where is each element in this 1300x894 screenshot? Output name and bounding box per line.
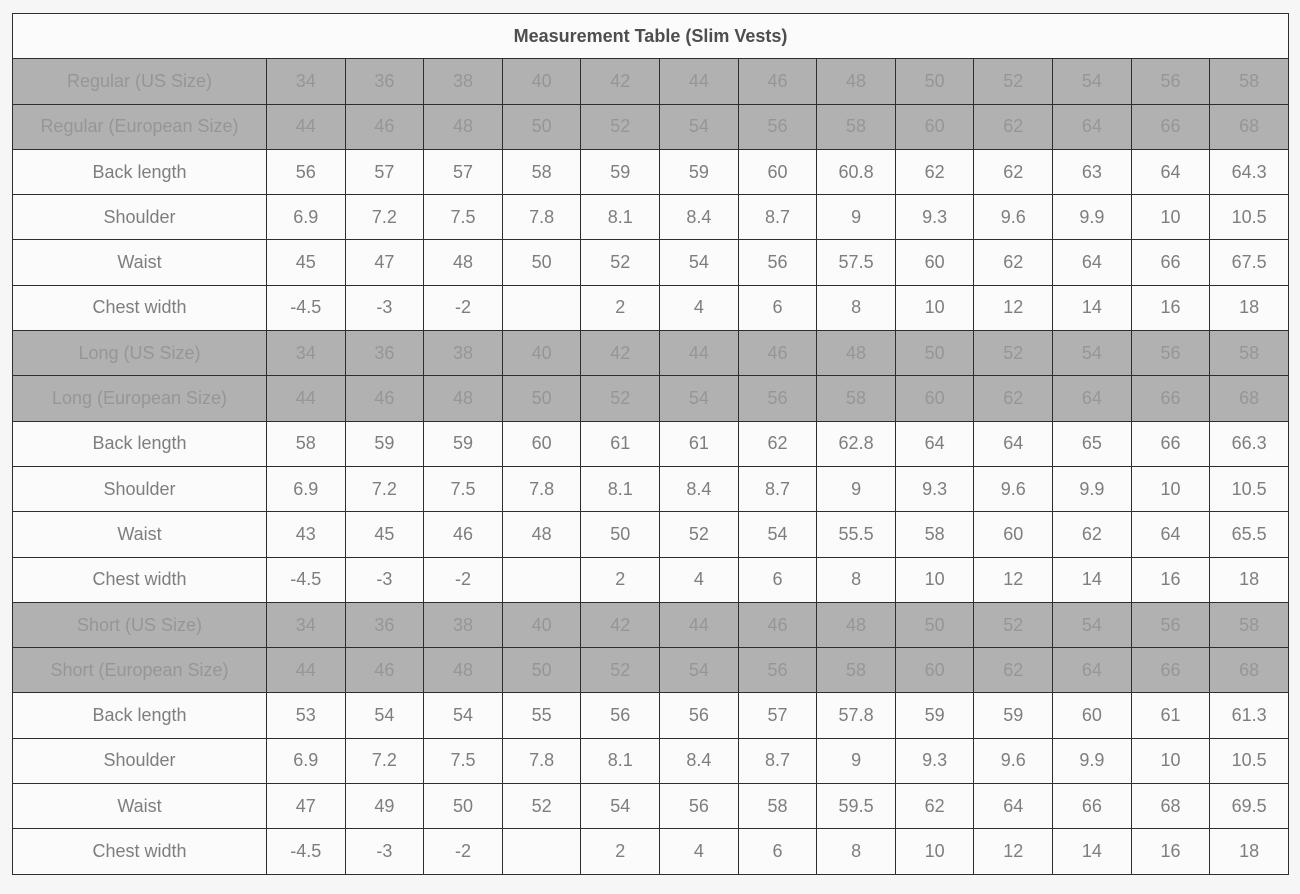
- cell-value: 54: [1053, 331, 1132, 376]
- table-row: [13, 195, 1289, 240]
- cell-value: 16: [1131, 285, 1210, 330]
- table-row: [13, 784, 1289, 829]
- cell-value: 65: [1053, 421, 1132, 466]
- cell-value: 42: [581, 602, 660, 647]
- cell-value: 6: [738, 557, 817, 602]
- cell-value: 66: [1131, 376, 1210, 421]
- table-row: [13, 466, 1289, 511]
- cell-value: 8.4: [660, 195, 739, 240]
- cell-value: 9.9: [1053, 466, 1132, 511]
- cell-value: 2: [581, 557, 660, 602]
- cell-value: 59.5: [817, 784, 896, 829]
- cell-value: 52: [581, 376, 660, 421]
- cell-value: 9.6: [974, 466, 1053, 511]
- cell-value: 48: [424, 240, 503, 285]
- cell-value: 7.2: [345, 466, 424, 511]
- cell-value: 61: [581, 421, 660, 466]
- cell-value: 56: [738, 104, 817, 149]
- cell-value: 10.5: [1210, 195, 1289, 240]
- cell-value: 4: [660, 829, 739, 874]
- cell-value: 62.8: [817, 421, 896, 466]
- cell-value: 64: [1053, 240, 1132, 285]
- cell-value: 7.8: [502, 195, 581, 240]
- row-label: Shoulder: [13, 738, 267, 783]
- cell-value: 40: [502, 331, 581, 376]
- cell-value: 8.4: [660, 466, 739, 511]
- cell-value: 48: [502, 512, 581, 557]
- cell-value: 56: [1131, 602, 1210, 647]
- cell-value: 43: [267, 512, 346, 557]
- cell-value: [502, 557, 581, 602]
- cell-value: 61: [660, 421, 739, 466]
- cell-value: 12: [974, 285, 1053, 330]
- row-label: Regular (European Size): [13, 104, 267, 149]
- cell-value: 8: [817, 285, 896, 330]
- cell-value: 60: [895, 240, 974, 285]
- cell-value: 50: [895, 331, 974, 376]
- cell-value: 45: [267, 240, 346, 285]
- cell-value: 46: [738, 602, 817, 647]
- cell-value: 61.3: [1210, 693, 1289, 738]
- cell-value: 58: [738, 784, 817, 829]
- cell-value: 9: [817, 466, 896, 511]
- cell-value: 10: [1131, 466, 1210, 511]
- row-label: Long (European Size): [13, 376, 267, 421]
- cell-value: 50: [502, 240, 581, 285]
- row-label: Waist: [13, 512, 267, 557]
- cell-value: 38: [424, 602, 503, 647]
- cell-value: 46: [345, 104, 424, 149]
- cell-value: 60: [895, 376, 974, 421]
- row-label: Back length: [13, 421, 267, 466]
- cell-value: 56: [738, 648, 817, 693]
- cell-value: 8: [817, 829, 896, 874]
- cell-value: 52: [581, 240, 660, 285]
- cell-value: 58: [1210, 602, 1289, 647]
- cell-value: 18: [1210, 285, 1289, 330]
- cell-value: 34: [267, 331, 346, 376]
- cell-value: 36: [345, 59, 424, 104]
- cell-value: 62: [974, 648, 1053, 693]
- cell-value: 68: [1210, 376, 1289, 421]
- cell-value: 64: [974, 784, 1053, 829]
- cell-value: 58: [267, 421, 346, 466]
- cell-value: 57: [738, 693, 817, 738]
- cell-value: 50: [581, 512, 660, 557]
- table-title: Measurement Table (Slim Vests): [13, 14, 1289, 59]
- cell-value: 55: [502, 693, 581, 738]
- row-label: Back length: [13, 149, 267, 194]
- row-label: Shoulder: [13, 466, 267, 511]
- cell-value: 14: [1053, 829, 1132, 874]
- table-row: [13, 829, 1289, 874]
- cell-value: 59: [345, 421, 424, 466]
- cell-value: 16: [1131, 557, 1210, 602]
- table-row: [13, 512, 1289, 557]
- cell-value: 44: [660, 602, 739, 647]
- cell-value: 52: [660, 512, 739, 557]
- cell-value: 9: [817, 195, 896, 240]
- cell-value: 59: [660, 149, 739, 194]
- cell-value: 55.5: [817, 512, 896, 557]
- cell-value: 7.8: [502, 738, 581, 783]
- cell-value: 46: [345, 648, 424, 693]
- cell-value: 52: [974, 602, 1053, 647]
- cell-value: 50: [895, 602, 974, 647]
- cell-value: 54: [660, 104, 739, 149]
- cell-value: 58: [817, 648, 896, 693]
- cell-value: 62: [1053, 512, 1132, 557]
- cell-value: 62: [895, 784, 974, 829]
- cell-value: 60: [895, 104, 974, 149]
- cell-value: [502, 829, 581, 874]
- cell-value: 10: [895, 285, 974, 330]
- cell-value: 59: [895, 693, 974, 738]
- cell-value: 48: [817, 331, 896, 376]
- cell-value: 62: [738, 421, 817, 466]
- row-label: Regular (US Size): [13, 59, 267, 104]
- cell-value: 7.5: [424, 195, 503, 240]
- cell-value: -2: [424, 829, 503, 874]
- cell-value: 44: [267, 648, 346, 693]
- cell-value: 34: [267, 602, 346, 647]
- size-header-row: [13, 376, 1289, 421]
- row-label: Chest width: [13, 285, 267, 330]
- cell-value: -4.5: [267, 829, 346, 874]
- cell-value: 10: [1131, 195, 1210, 240]
- cell-value: 8.1: [581, 738, 660, 783]
- row-label: Chest width: [13, 557, 267, 602]
- cell-value: 58: [502, 149, 581, 194]
- cell-value: 6: [738, 829, 817, 874]
- cell-value: 4: [660, 557, 739, 602]
- cell-value: 56: [1131, 331, 1210, 376]
- cell-value: 48: [424, 376, 503, 421]
- cell-value: 62: [895, 149, 974, 194]
- cell-value: 54: [660, 240, 739, 285]
- cell-value: 36: [345, 602, 424, 647]
- cell-value: 14: [1053, 557, 1132, 602]
- cell-value: 54: [1053, 602, 1132, 647]
- cell-value: 18: [1210, 557, 1289, 602]
- row-label: Short (US Size): [13, 602, 267, 647]
- cell-value: 7.8: [502, 466, 581, 511]
- table-row: [13, 149, 1289, 194]
- cell-value: 58: [895, 512, 974, 557]
- cell-value: 6.9: [267, 738, 346, 783]
- cell-value: 61: [1131, 693, 1210, 738]
- cell-value: 62: [974, 104, 1053, 149]
- cell-value: 48: [424, 104, 503, 149]
- row-label: Long (US Size): [13, 331, 267, 376]
- cell-value: 8: [817, 557, 896, 602]
- cell-value: 16: [1131, 829, 1210, 874]
- cell-value: 59: [974, 693, 1053, 738]
- cell-value: 48: [424, 648, 503, 693]
- cell-value: 18: [1210, 829, 1289, 874]
- cell-value: 66: [1131, 648, 1210, 693]
- cell-value: 57: [345, 149, 424, 194]
- cell-value: 2: [581, 285, 660, 330]
- cell-value: 4: [660, 285, 739, 330]
- cell-value: 56: [1131, 59, 1210, 104]
- cell-value: 52: [581, 104, 660, 149]
- measurement-table-body: [13, 14, 1289, 875]
- cell-value: 12: [974, 829, 1053, 874]
- table-row: [13, 557, 1289, 602]
- cell-value: 54: [345, 693, 424, 738]
- cell-value: 68: [1131, 784, 1210, 829]
- cell-value: 69.5: [1210, 784, 1289, 829]
- cell-value: 57.8: [817, 693, 896, 738]
- size-header-row: [13, 331, 1289, 376]
- cell-value: 64: [1053, 648, 1132, 693]
- cell-value: 8.1: [581, 195, 660, 240]
- cell-value: 60: [738, 149, 817, 194]
- cell-value: 53: [267, 693, 346, 738]
- cell-value: 68: [1210, 648, 1289, 693]
- cell-value: 62: [974, 149, 1053, 194]
- cell-value: 56: [738, 376, 817, 421]
- row-label: Waist: [13, 240, 267, 285]
- cell-value: 57: [424, 149, 503, 194]
- cell-value: 8.7: [738, 738, 817, 783]
- cell-value: 65.5: [1210, 512, 1289, 557]
- cell-value: 66: [1053, 784, 1132, 829]
- cell-value: 9.3: [895, 195, 974, 240]
- cell-value: 58: [817, 376, 896, 421]
- cell-value: -2: [424, 557, 503, 602]
- cell-value: 54: [738, 512, 817, 557]
- cell-value: 42: [581, 59, 660, 104]
- cell-value: 50: [424, 784, 503, 829]
- cell-value: 60.8: [817, 149, 896, 194]
- cell-value: 54: [660, 648, 739, 693]
- cell-value: 8.7: [738, 466, 817, 511]
- cell-value: 46: [424, 512, 503, 557]
- cell-value: 64: [1131, 149, 1210, 194]
- cell-value: 66: [1131, 104, 1210, 149]
- cell-value: 14: [1053, 285, 1132, 330]
- size-header-row: [13, 648, 1289, 693]
- size-header-row: [13, 59, 1289, 104]
- cell-value: 47: [267, 784, 346, 829]
- cell-value: 9.9: [1053, 738, 1132, 783]
- cell-value: 52: [974, 59, 1053, 104]
- cell-value: 63: [1053, 149, 1132, 194]
- cell-value: -3: [345, 285, 424, 330]
- cell-value: 38: [424, 331, 503, 376]
- cell-value: 48: [817, 59, 896, 104]
- cell-value: 64: [895, 421, 974, 466]
- cell-value: 57.5: [817, 240, 896, 285]
- cell-value: 68: [1210, 104, 1289, 149]
- cell-value: -3: [345, 829, 424, 874]
- cell-value: 12: [974, 557, 1053, 602]
- cell-value: 9.6: [974, 738, 1053, 783]
- cell-value: 62: [974, 376, 1053, 421]
- cell-value: 56: [738, 240, 817, 285]
- cell-value: 7.2: [345, 738, 424, 783]
- cell-value: -3: [345, 557, 424, 602]
- cell-value: 59: [424, 421, 503, 466]
- size-header-row: [13, 602, 1289, 647]
- cell-value: 66: [1131, 421, 1210, 466]
- cell-value: 34: [267, 59, 346, 104]
- cell-value: 8.7: [738, 195, 817, 240]
- table-row: [13, 738, 1289, 783]
- cell-value: -2: [424, 285, 503, 330]
- cell-value: 64: [974, 421, 1053, 466]
- cell-value: 45: [345, 512, 424, 557]
- cell-value: 54: [660, 376, 739, 421]
- cell-value: 64.3: [1210, 149, 1289, 194]
- cell-value: 47: [345, 240, 424, 285]
- cell-value: 54: [424, 693, 503, 738]
- cell-value: 9.6: [974, 195, 1053, 240]
- cell-value: 56: [660, 784, 739, 829]
- table-title-row: [13, 14, 1289, 59]
- cell-value: 52: [502, 784, 581, 829]
- cell-value: 58: [1210, 331, 1289, 376]
- cell-value: 50: [502, 376, 581, 421]
- cell-value: 60: [1053, 693, 1132, 738]
- cell-value: 54: [1053, 59, 1132, 104]
- table-row: [13, 285, 1289, 330]
- cell-value: 60: [502, 421, 581, 466]
- cell-value: 64: [1053, 376, 1132, 421]
- cell-value: 7.5: [424, 738, 503, 783]
- cell-value: 42: [581, 331, 660, 376]
- cell-value: 52: [581, 648, 660, 693]
- cell-value: 40: [502, 602, 581, 647]
- cell-value: 52: [974, 331, 1053, 376]
- cell-value: 60: [974, 512, 1053, 557]
- cell-value: 8.4: [660, 738, 739, 783]
- cell-value: 56: [660, 693, 739, 738]
- cell-value: 6.9: [267, 195, 346, 240]
- cell-value: 67.5: [1210, 240, 1289, 285]
- row-label: Waist: [13, 784, 267, 829]
- cell-value: 58: [817, 104, 896, 149]
- cell-value: 9.9: [1053, 195, 1132, 240]
- cell-value: 59: [581, 149, 660, 194]
- cell-value: 56: [581, 693, 660, 738]
- cell-value: 6: [738, 285, 817, 330]
- cell-value: 50: [502, 104, 581, 149]
- cell-value: 8.1: [581, 466, 660, 511]
- row-label: Back length: [13, 693, 267, 738]
- cell-value: 6.9: [267, 466, 346, 511]
- cell-value: 10.5: [1210, 466, 1289, 511]
- cell-value: -4.5: [267, 285, 346, 330]
- cell-value: 66: [1131, 240, 1210, 285]
- cell-value: 64: [1053, 104, 1132, 149]
- cell-value: 64: [1131, 512, 1210, 557]
- cell-value: 58: [1210, 59, 1289, 104]
- cell-value: 36: [345, 331, 424, 376]
- row-label: Shoulder: [13, 195, 267, 240]
- table-row: [13, 421, 1289, 466]
- cell-value: 49: [345, 784, 424, 829]
- cell-value: 7.5: [424, 466, 503, 511]
- cell-value: 44: [660, 59, 739, 104]
- cell-value: 48: [817, 602, 896, 647]
- cell-value: -4.5: [267, 557, 346, 602]
- cell-value: 9.3: [895, 738, 974, 783]
- cell-value: 9: [817, 738, 896, 783]
- cell-value: 7.2: [345, 195, 424, 240]
- cell-value: 46: [738, 331, 817, 376]
- table-row: [13, 240, 1289, 285]
- cell-value: 44: [267, 376, 346, 421]
- cell-value: 44: [267, 104, 346, 149]
- row-label: Chest width: [13, 829, 267, 874]
- cell-value: 62: [974, 240, 1053, 285]
- measurement-table: [12, 13, 1289, 875]
- cell-value: 40: [502, 59, 581, 104]
- cell-value: 46: [345, 376, 424, 421]
- cell-value: 44: [660, 331, 739, 376]
- table-row: [13, 693, 1289, 738]
- cell-value: 50: [502, 648, 581, 693]
- cell-value: 10.5: [1210, 738, 1289, 783]
- cell-value: 66.3: [1210, 421, 1289, 466]
- cell-value: 56: [267, 149, 346, 194]
- cell-value: 54: [581, 784, 660, 829]
- cell-value: 46: [738, 59, 817, 104]
- cell-value: 38: [424, 59, 503, 104]
- cell-value: 10: [1131, 738, 1210, 783]
- cell-value: [502, 285, 581, 330]
- cell-value: 60: [895, 648, 974, 693]
- cell-value: 50: [895, 59, 974, 104]
- cell-value: 2: [581, 829, 660, 874]
- cell-value: 10: [895, 557, 974, 602]
- cell-value: 10: [895, 829, 974, 874]
- size-header-row: [13, 104, 1289, 149]
- cell-value: 9.3: [895, 466, 974, 511]
- row-label: Short (European Size): [13, 648, 267, 693]
